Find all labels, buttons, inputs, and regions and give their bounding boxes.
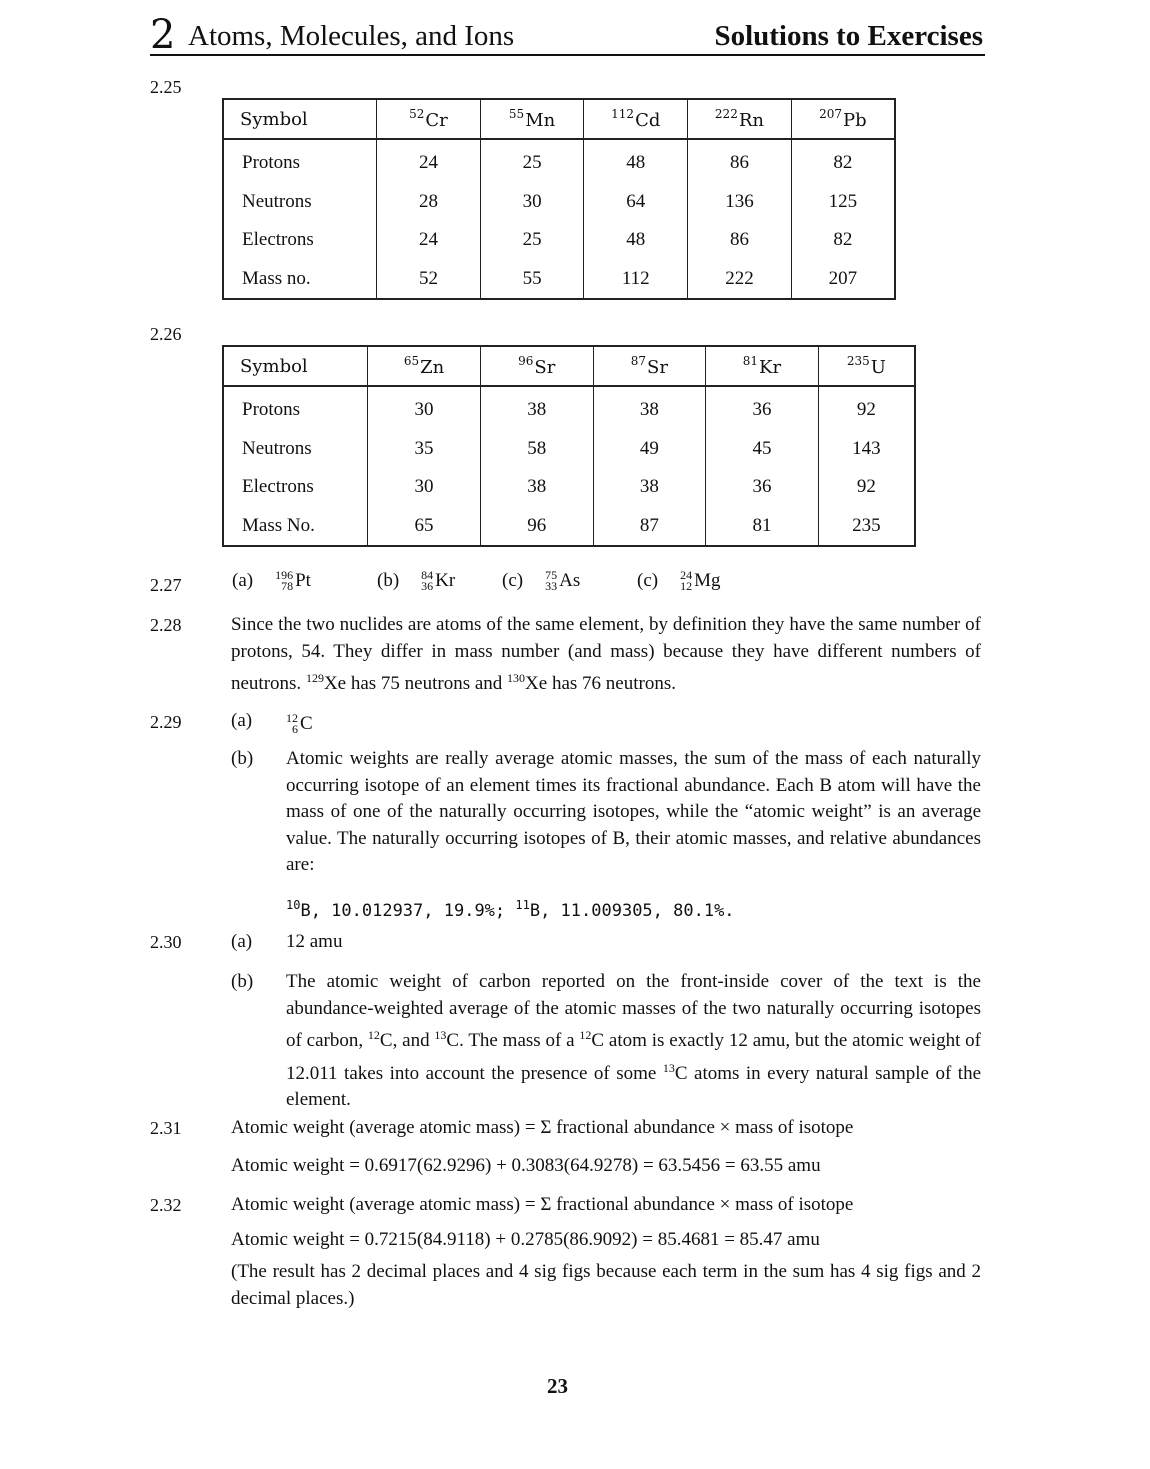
nuclide-item: (a) 196 78 Pt [232, 568, 311, 593]
table-cell: 65 [368, 507, 481, 547]
exercise-number: 2.29 [150, 712, 182, 732]
table-cell: 49 [593, 430, 706, 469]
header-isotope: $^{207}$Pb [791, 99, 895, 139]
answer-paragraph: Atomic weights are really average atomic masses, the sum of the mass of each naturally occurring isotope of an element times its fractional abundance. Each B atom will have the mass of one of the naturally occurring isotopes, while the “atomic weight” is an average value. The naturally occurring isotopes of B, their atomic masses, and relative abundances are: [286, 748, 981, 875]
table-row [223, 386, 915, 430]
table-cell: 82 [791, 221, 895, 260]
table-cell: 52 [377, 260, 481, 300]
table-header-row [223, 99, 895, 139]
table-cell: 58 [480, 430, 593, 469]
formula-line: Atomic weight (average atomic mass) = Σ fractional abundance × mass of isotope [231, 1194, 854, 1215]
table-row [223, 430, 915, 469]
table-row [223, 507, 915, 547]
row-label: Mass no. [223, 260, 377, 300]
table-cell: 92 [818, 468, 915, 507]
table-cell: 25 [480, 139, 584, 183]
table-cell: 136 [688, 183, 792, 222]
table-cell: 207 [791, 260, 895, 300]
nuclide-item: (c) 75 33 As [502, 568, 581, 593]
header-symbol: Symbol [223, 99, 377, 139]
table-cell: 38 [480, 386, 593, 430]
row-label: Neutrons [223, 430, 368, 469]
table-cell: 30 [480, 183, 584, 222]
page-number: 23 [547, 1374, 568, 1398]
calculation-line: Atomic weight = 0.6917(62.9296) + 0.3083(64.9278) = 63.5456 = 63.55 amu [231, 1155, 821, 1176]
calculation-line: Atomic weight = 0.7215(84.9118) + 0.2785(86.9092) = 85.4681 = 85.47 amu [231, 1229, 820, 1250]
table-cell: 64 [584, 183, 688, 222]
table-cell: 87 [593, 507, 706, 547]
exercise-number: 2.30 [150, 932, 182, 952]
exercise-number: 2.25 [150, 77, 182, 97]
table-row [223, 139, 895, 183]
table-cell: 86 [688, 139, 792, 183]
table-cell: 28 [377, 183, 481, 222]
answer-paragraph: Since the two nuclides are atoms of the same element, by definition they have the same number of protons, 54. They differ in mass number (and mass) because they have different numbers of neutrons. $^{129}$Xe has 75 neutrons and $^{130}$Xe has 76 neutrons. [231, 614, 981, 694]
header-isotope: $^{65}$Zn [368, 346, 481, 386]
table-cell: 143 [818, 430, 915, 469]
table-cell: 92 [818, 386, 915, 430]
header-isotope: $^{96}$Sr [480, 346, 593, 386]
table-row [223, 221, 895, 260]
header-isotope: $^{235}$U [818, 346, 915, 386]
table-cell: 38 [593, 468, 706, 507]
isotope-table-2-25 [222, 98, 896, 300]
note-paragraph: (The result has 2 decimal places and 4 sig figs because each term in the sum has 4 sig figs and 2 decimal places.) [231, 1261, 981, 1309]
table-row [223, 183, 895, 222]
table-cell: 125 [791, 183, 895, 222]
row-label: Protons [223, 386, 368, 430]
table-row [223, 260, 895, 300]
table-cell: 55 [480, 260, 584, 300]
table-cell: 38 [480, 468, 593, 507]
exercise-number: 2.26 [150, 324, 182, 344]
table-cell: 35 [368, 430, 481, 469]
table-cell: 112 [584, 260, 688, 300]
table-cell: 24 [377, 139, 481, 183]
table-cell: 222 [688, 260, 792, 300]
table-cell: 30 [368, 468, 481, 507]
exercise-number: 2.27 [150, 575, 182, 595]
table-cell: 36 [706, 386, 819, 430]
isotope-data: $^{10}$B, 10.012937, 19.9%; $^{11}$B, 11.009305, 80.1%. [286, 898, 735, 921]
row-label: Electrons [223, 468, 368, 507]
table-cell: 235 [818, 507, 915, 547]
part-label: (b) [231, 748, 254, 769]
section-title: Solutions to Exercises [714, 20, 983, 52]
table-cell: 38 [593, 386, 706, 430]
row-label: Electrons [223, 221, 377, 260]
exercise-number: 2.32 [150, 1195, 182, 1215]
isotope-table-2-26 [222, 345, 916, 547]
page-header [150, 8, 985, 56]
table-cell: 45 [706, 430, 819, 469]
nuclide-carbon: 12 6 C [286, 711, 313, 736]
table-row [223, 468, 915, 507]
part-label: (a) [231, 710, 253, 731]
header-isotope: $^{81}$Kr [706, 346, 819, 386]
answer-text: 12 amu [286, 931, 343, 952]
table-cell: 96 [480, 507, 593, 547]
row-label: Protons [223, 139, 377, 183]
formula-line: Atomic weight (average atomic mass) = Σ fractional abundance × mass of isotope [231, 1117, 854, 1138]
table-cell: 82 [791, 139, 895, 183]
answer-paragraph: The atomic weight of carbon reported on the front-inside cover of the text is the abundance-weighted average of the atomic masses of the two naturally occurring isotopes of carbon, $^{12}$C, and $^{13}$C. The mass of a $^{12}$C atom is exactly 12 amu, but the atomic weight of 12.011 takes into account the presence of some $^{13}$C atoms in every natural sample of the element. [286, 971, 981, 1110]
table-cell: 25 [480, 221, 584, 260]
chapter-title: Atoms, Molecules, and Ions [188, 20, 515, 52]
header-isotope: $^{55}$Mn [480, 99, 584, 139]
table-cell: 48 [584, 221, 688, 260]
table-header-row [223, 346, 915, 386]
table-cell: 86 [688, 221, 792, 260]
nuclide-item: (c) 24 12 Mg [637, 568, 721, 593]
header-symbol: Symbol [223, 346, 368, 386]
table-cell: 36 [706, 468, 819, 507]
header-isotope: $^{112}$Cd [584, 99, 688, 139]
table-cell: 48 [584, 139, 688, 183]
row-label: Neutrons [223, 183, 377, 222]
table-cell: 24 [377, 221, 481, 260]
table-cell: 81 [706, 507, 819, 547]
nuclide-item: (b) 84 36 Kr [377, 568, 456, 593]
row-label: Mass No. [223, 507, 368, 547]
part-label: (b) [231, 971, 254, 992]
exercise-number: 2.31 [150, 1118, 182, 1138]
part-label: (a) [231, 931, 253, 952]
chapter-number: 2 [150, 12, 176, 58]
header-isotope: $^{52}$Cr [377, 99, 481, 139]
table-cell: 30 [368, 386, 481, 430]
header-isotope: $^{222}$Rn [688, 99, 792, 139]
exercise-number: 2.28 [150, 615, 182, 635]
header-isotope: $^{87}$Sr [593, 346, 706, 386]
